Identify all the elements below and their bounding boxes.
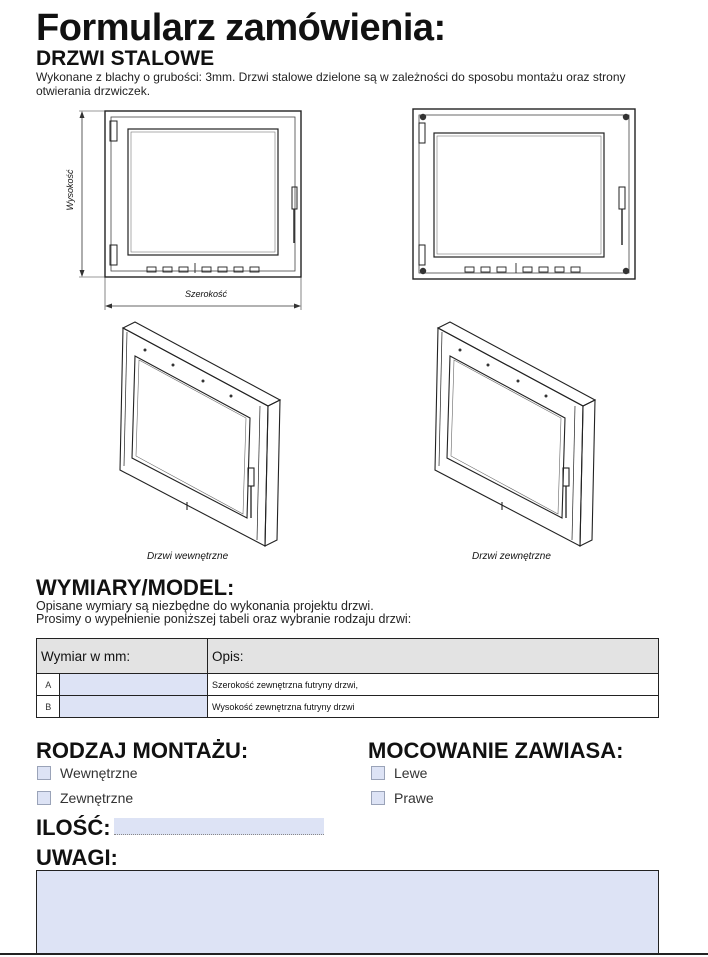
product-description: Wykonane z blachy o grubości: 3mm. Drzwi stalowe dzielone są w zależności do sposobu montażu oraz strony otwierania drzwiczek. [36,70,626,98]
height-label: Wysokość [65,169,75,211]
checkbox-right[interactable] [371,791,385,805]
dimensions-heading: WYMIARY/MODEL: [36,575,235,600]
width-label: Szerokość [185,289,228,299]
table-row [37,674,659,696]
checkbox-outer[interactable] [37,791,51,805]
checkbox-label: Lewe [394,765,428,781]
hinge-option-left[interactable] [371,765,427,781]
row-letter: A [37,674,60,696]
hinge-heading: MOCOWANIE ZAWIASA: [368,738,624,763]
dimensions-table [36,638,659,718]
front-view-drawing-dimensioned [55,105,325,320]
notes-textarea[interactable] [36,870,659,954]
row-description: Szerokość zewnętrzna futryny drzwi, [208,674,659,696]
dimension-b-input[interactable] [60,696,208,718]
page-title: Formularz zamówienia: [36,7,446,49]
notes-label: UWAGI: [36,845,118,870]
inner-door-caption: Drzwi wewnętrzne [147,551,229,562]
mounting-option-inner[interactable] [37,765,138,781]
checkbox-left[interactable] [371,766,385,780]
front-view-drawing-outer [405,105,645,285]
quantity-input[interactable] [114,818,324,835]
checkbox-inner[interactable] [37,766,51,780]
dimensions-intro-line1: Opisane wymiary są niezbędne do wykonania projektu drzwi. [36,599,374,613]
row-description: Wysokość zewnętrzna futryny drzwi [208,696,659,718]
bottom-divider [0,953,708,955]
mounting-heading: RODZAJ MONTAŻU: [36,738,249,763]
outer-door-caption: Drzwi zewnętrzne [472,551,551,562]
quantity-label: ILOŚĆ: [36,815,111,840]
row-letter: B [37,696,60,718]
page-subtitle: DRZWI STALOWE [36,47,215,70]
dimensions-intro [36,600,411,626]
checkbox-label: Prawe [394,790,434,806]
checkbox-label: Zewnętrzne [60,790,134,806]
checkbox-label: Wewnętrzne [60,765,138,781]
col-dimension-header: Wymiar w mm: [37,639,208,674]
dimension-a-input[interactable] [60,674,208,696]
perspective-drawing-outer [420,318,610,553]
table-header-row [37,639,659,674]
dimensions-intro-line2: Prosimy o wypełnienie poniższej tabeli oraz wybranie rodzaju drzwi: [36,612,412,626]
perspective-drawing-inner [105,318,295,553]
hinge-option-right[interactable] [371,790,434,806]
table-row [37,696,659,718]
mounting-option-outer[interactable] [37,790,133,806]
col-description-header: Opis: [208,639,659,674]
